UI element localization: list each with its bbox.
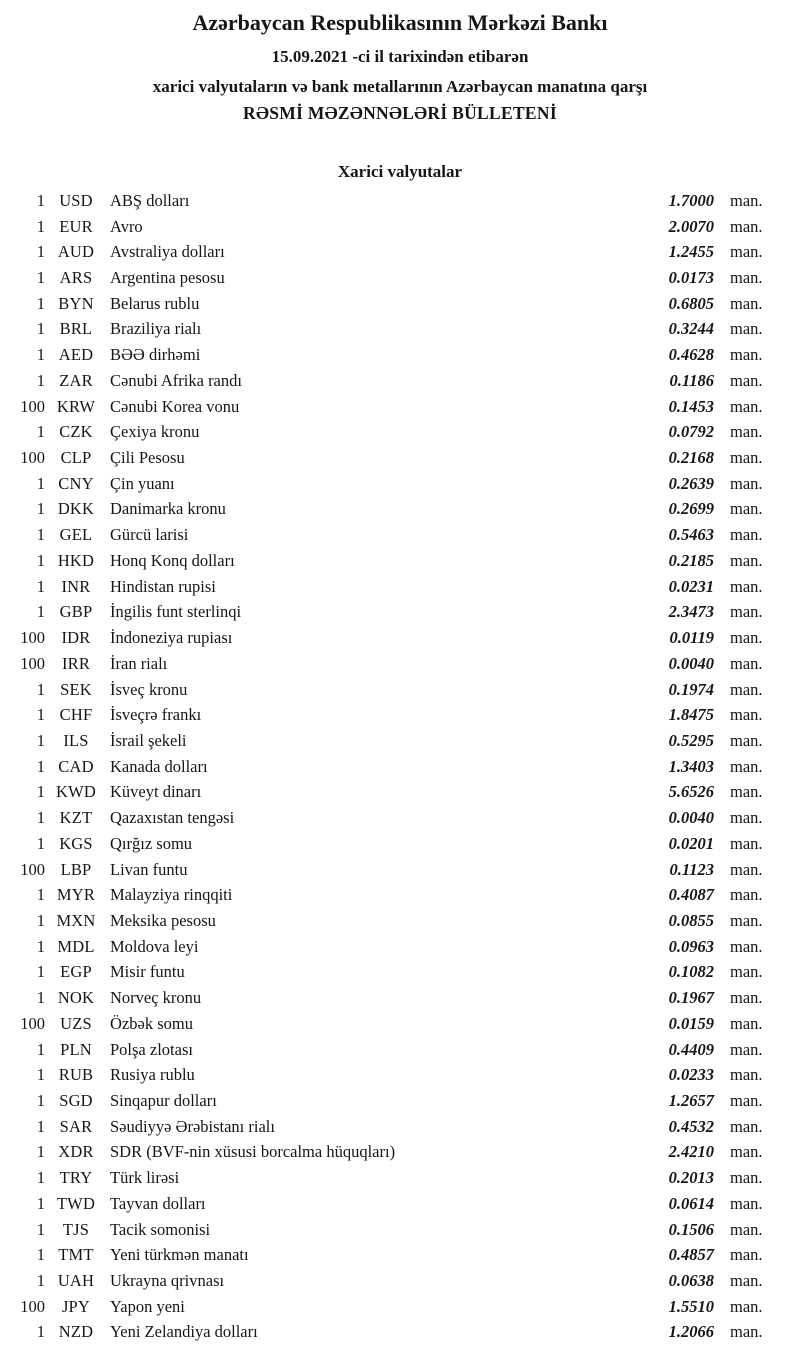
rate-value-cell: 0.1967 xyxy=(668,988,714,1008)
rate-value-cell: 0.0614 xyxy=(668,1193,714,1213)
unit-manat-cell: man. xyxy=(730,1168,763,1188)
currency-code-cell: TMT xyxy=(58,1245,94,1265)
rate-value-cell: 0.0201 xyxy=(668,833,714,853)
unit-manat-cell: man. xyxy=(730,1013,763,1033)
quantity-cell: 1 xyxy=(36,1168,45,1188)
currency-code-cell: TWD xyxy=(56,1193,96,1213)
currency-name-cell: Tayvan dolları xyxy=(110,1193,206,1213)
rate-value-cell: 0.0173 xyxy=(668,268,714,288)
quantity-cell: 100 xyxy=(20,448,45,468)
currency-code-cell: MXN xyxy=(56,910,96,930)
currency-rate-row xyxy=(0,882,800,908)
unit-manat-cell: man. xyxy=(730,242,763,262)
currency-rate-row xyxy=(0,1191,800,1217)
rate-value-cell: 0.2639 xyxy=(668,473,714,493)
currency-name-cell: Moldova leyi xyxy=(110,936,199,956)
rate-value-cell: 5.6526 xyxy=(668,782,714,802)
currency-rate-row xyxy=(0,445,800,471)
currency-rates-table xyxy=(0,188,800,1345)
quantity-cell: 1 xyxy=(36,808,45,828)
currency-code-cell: UAH xyxy=(57,1271,95,1291)
currency-name-cell: Cənubi Afrika randı xyxy=(110,370,242,390)
quantity-cell: 1 xyxy=(36,885,45,905)
unit-manat-cell: man. xyxy=(730,936,763,956)
currency-code-cell: KGS xyxy=(59,833,93,853)
unit-manat-cell: man. xyxy=(730,1219,763,1239)
currency-code-cell: EGP xyxy=(60,962,92,982)
rate-value-cell: 0.0040 xyxy=(668,808,714,828)
unit-manat-cell: man. xyxy=(730,293,763,313)
currency-code-cell: CAD xyxy=(58,756,94,776)
rate-value-cell: 1.2657 xyxy=(668,1091,714,1111)
rate-value-cell: 0.0040 xyxy=(668,653,714,673)
currency-code-cell: GBP xyxy=(59,602,93,622)
currency-name-cell: Türk lirəsi xyxy=(110,1168,180,1188)
rate-value-cell: 0.6805 xyxy=(668,293,714,313)
currency-code-cell: SEK xyxy=(60,679,92,699)
unit-manat-cell: man. xyxy=(730,962,763,982)
currency-name-cell: Misir funtu xyxy=(110,962,185,982)
currency-rate-row xyxy=(0,1294,800,1320)
quantity-cell: 1 xyxy=(36,370,45,390)
rate-value-cell: 0.3244 xyxy=(668,319,714,339)
currency-rate-row xyxy=(0,548,800,574)
currency-code-cell: INR xyxy=(61,576,91,596)
currency-code-cell: ZAR xyxy=(59,370,93,390)
currency-rate-row xyxy=(0,908,800,934)
currency-name-cell: Avstraliya dolları xyxy=(110,242,225,262)
rate-value-cell: 0.4628 xyxy=(668,345,714,365)
unit-manat-cell: man. xyxy=(730,1245,763,1265)
unit-manat-cell: man. xyxy=(730,730,763,750)
currency-rate-row xyxy=(0,317,800,343)
unit-manat-cell: man. xyxy=(730,1039,763,1059)
unit-manat-cell: man. xyxy=(730,602,763,622)
rate-value-cell: 1.3403 xyxy=(668,756,714,776)
currency-rate-row xyxy=(0,1037,800,1063)
rate-value-cell: 0.2013 xyxy=(668,1168,714,1188)
currency-rate-row xyxy=(0,600,800,626)
currency-name-cell: Hindistan rupisi xyxy=(110,576,216,596)
currency-code-cell: UZS xyxy=(60,1013,92,1033)
rate-value-cell: 0.5295 xyxy=(668,730,714,750)
quantity-cell: 1 xyxy=(36,705,45,725)
quantity-cell: 1 xyxy=(36,525,45,545)
unit-manat-cell: man. xyxy=(730,628,763,648)
currency-name-cell: Livan funtu xyxy=(110,859,188,879)
rate-value-cell: 0.0963 xyxy=(668,936,714,956)
quantity-cell: 1 xyxy=(36,550,45,570)
currency-rate-row xyxy=(0,651,800,677)
rate-value-cell: 0.4409 xyxy=(668,1039,714,1059)
unit-manat-cell: man. xyxy=(730,576,763,596)
unit-manat-cell: man. xyxy=(730,885,763,905)
currency-rate-row xyxy=(0,214,800,240)
currency-name-cell: ABŞ dolları xyxy=(110,190,190,210)
quantity-cell: 1 xyxy=(36,190,45,210)
rate-value-cell: 0.1506 xyxy=(668,1219,714,1239)
currency-rate-row xyxy=(0,188,800,214)
currency-rate-row xyxy=(0,1268,800,1294)
currency-name-cell: Norveç kronu xyxy=(110,988,202,1008)
quantity-cell: 1 xyxy=(36,988,45,1008)
quantity-cell: 1 xyxy=(36,1091,45,1111)
currency-name-cell: Malayziya rinqqiti xyxy=(110,885,233,905)
quantity-cell: 1 xyxy=(36,345,45,365)
currency-code-cell: CNY xyxy=(58,473,94,493)
rate-value-cell: 0.5463 xyxy=(668,525,714,545)
unit-manat-cell: man. xyxy=(730,679,763,699)
currency-rate-row xyxy=(0,1217,800,1243)
currency-code-cell: HKD xyxy=(57,550,95,570)
currency-rate-row xyxy=(0,960,800,986)
currency-code-cell: RUB xyxy=(58,1065,94,1085)
quantity-cell: 100 xyxy=(20,1013,45,1033)
quantity-cell: 1 xyxy=(36,268,45,288)
currency-name-cell: Çexiya kronu xyxy=(110,422,200,442)
rate-value-cell: 1.7000 xyxy=(668,190,714,210)
quantity-cell: 1 xyxy=(36,730,45,750)
currency-name-cell: Küveyt dinarı xyxy=(110,782,202,802)
currency-name-cell: Səudiyyə Ərəbistanı rialı xyxy=(110,1116,275,1136)
currency-rate-row xyxy=(0,805,800,831)
quantity-cell: 1 xyxy=(36,756,45,776)
quantity-cell: 1 xyxy=(36,576,45,596)
unit-manat-cell: man. xyxy=(730,345,763,365)
currency-rate-row xyxy=(0,419,800,445)
quantity-cell: 100 xyxy=(20,653,45,673)
currency-name-cell: Yeni Zelandiya dolları xyxy=(110,1322,258,1342)
currency-rate-row xyxy=(0,677,800,703)
rate-value-cell: 2.3473 xyxy=(668,602,714,622)
unit-manat-cell: man. xyxy=(730,190,763,210)
quantity-cell: 1 xyxy=(36,1142,45,1162)
quantity-cell: 1 xyxy=(36,1271,45,1291)
unit-manat-cell: man. xyxy=(730,910,763,930)
rate-value-cell: 0.2168 xyxy=(668,448,714,468)
unit-manat-cell: man. xyxy=(730,499,763,519)
quantity-cell: 1 xyxy=(36,1245,45,1265)
quantity-cell: 1 xyxy=(36,936,45,956)
currency-code-cell: IRR xyxy=(61,653,91,673)
currency-code-cell: CZK xyxy=(59,422,93,442)
rate-value-cell: 0.2699 xyxy=(668,499,714,519)
rate-value-cell: 0.1082 xyxy=(668,962,714,982)
currency-name-cell: Çin yuanı xyxy=(110,473,175,493)
currency-rate-row xyxy=(0,239,800,265)
currency-name-cell: Özbək somu xyxy=(110,1013,193,1033)
rate-value-cell: 2.4210 xyxy=(668,1142,714,1162)
rate-value-cell: 0.1186 xyxy=(669,370,714,390)
quantity-cell: 1 xyxy=(36,293,45,313)
unit-manat-cell: man. xyxy=(730,1271,763,1291)
currency-name-cell: Polşa zlotası xyxy=(110,1039,193,1059)
rate-value-cell: 0.4857 xyxy=(668,1245,714,1265)
rate-value-cell: 1.2455 xyxy=(668,242,714,262)
currency-code-cell: KRW xyxy=(56,396,96,416)
quantity-cell: 1 xyxy=(36,319,45,339)
currency-rate-row xyxy=(0,702,800,728)
unit-manat-cell: man. xyxy=(730,988,763,1008)
currency-code-cell: USD xyxy=(59,190,93,210)
rate-value-cell: 0.0855 xyxy=(668,910,714,930)
currency-rate-row xyxy=(0,1114,800,1140)
rate-value-cell: 0.0792 xyxy=(668,422,714,442)
currency-name-cell: Tacik somonisi xyxy=(110,1219,211,1239)
quantity-cell: 100 xyxy=(20,628,45,648)
currency-code-cell: CLP xyxy=(60,448,92,468)
bank-title: Azərbaycan Respublikasının Mərkəzi Bankı xyxy=(192,10,608,35)
currency-rate-row xyxy=(0,1140,800,1166)
currency-code-cell: BRL xyxy=(59,319,93,339)
unit-manat-cell: man. xyxy=(730,1296,763,1316)
rate-value-cell: 0.1453 xyxy=(668,396,714,416)
unit-manat-cell: man. xyxy=(730,448,763,468)
quantity-cell: 1 xyxy=(36,1039,45,1059)
currency-name-cell: İran rialı xyxy=(110,653,168,673)
quantity-cell: 1 xyxy=(36,473,45,493)
currency-rate-row xyxy=(0,728,800,754)
currency-name-cell: Çili Pesosu xyxy=(110,448,185,468)
currency-code-cell: SGD xyxy=(59,1091,93,1111)
unit-manat-cell: man. xyxy=(730,550,763,570)
quantity-cell: 1 xyxy=(36,499,45,519)
quantity-cell: 1 xyxy=(36,242,45,262)
currency-name-cell: Belarus rublu xyxy=(110,293,200,313)
currency-name-cell: Gürcü larisi xyxy=(110,525,189,545)
currency-rate-row xyxy=(0,1062,800,1088)
quantity-cell: 1 xyxy=(36,782,45,802)
document-header xyxy=(0,8,800,126)
currency-code-cell: SAR xyxy=(59,1116,93,1136)
quantity-cell: 1 xyxy=(36,1065,45,1085)
currency-name-cell: Sinqapur dolları xyxy=(110,1091,217,1111)
rate-value-cell: 0.0159 xyxy=(668,1013,714,1033)
currency-name-cell: İsveçrə frankı xyxy=(110,705,202,725)
unit-manat-cell: man. xyxy=(730,396,763,416)
currency-rate-row xyxy=(0,857,800,883)
currency-name-cell: Rusiya rublu xyxy=(110,1065,195,1085)
bulletin-subtitle: xarici valyutaların və bank metallarının Azərbaycan manatına qarşı xyxy=(152,77,648,96)
unit-manat-cell: man. xyxy=(730,833,763,853)
unit-manat-cell: man. xyxy=(730,370,763,390)
quantity-cell: 1 xyxy=(36,962,45,982)
bulletin-title: RƏSMİ MƏZƏNNƏLƏRİ BÜLLETENİ xyxy=(243,103,557,123)
quantity-cell: 1 xyxy=(36,833,45,853)
rate-value-cell: 0.0119 xyxy=(669,628,714,648)
currency-code-cell: BYN xyxy=(58,293,94,313)
currency-code-cell: EUR xyxy=(59,216,93,236)
rate-value-cell: 0.1123 xyxy=(669,859,714,879)
currency-code-cell: JPY xyxy=(61,1296,91,1316)
currency-rate-row xyxy=(0,265,800,291)
currency-name-cell: Yapon yeni xyxy=(110,1296,185,1316)
currency-code-cell: CHF xyxy=(59,705,93,725)
currency-rate-row xyxy=(0,471,800,497)
currency-name-cell: Qırğız somu xyxy=(110,833,193,853)
currency-name-cell: İndoneziya rupiası xyxy=(110,628,233,648)
currency-code-cell: MYR xyxy=(56,885,96,905)
currency-rate-row xyxy=(0,1242,800,1268)
currency-name-cell: Ukrayna qrivnası xyxy=(110,1271,225,1291)
rate-value-cell: 1.8475 xyxy=(668,705,714,725)
currency-code-cell: TJS xyxy=(62,1219,90,1239)
rate-value-cell: 0.0638 xyxy=(668,1271,714,1291)
currency-rate-row xyxy=(0,497,800,523)
unit-manat-cell: man. xyxy=(730,1142,763,1162)
currency-rate-row xyxy=(0,831,800,857)
currency-code-cell: NOK xyxy=(57,988,95,1008)
quantity-cell: 1 xyxy=(36,679,45,699)
currency-code-cell: XDR xyxy=(58,1142,94,1162)
currency-name-cell: İsveç kronu xyxy=(110,679,188,699)
currency-name-cell: Honq Konq dolları xyxy=(110,550,235,570)
currency-code-cell: TRY xyxy=(59,1168,93,1188)
currency-code-cell: GEL xyxy=(59,525,93,545)
currency-rate-row xyxy=(0,291,800,317)
currency-name-cell: Danimarka kronu xyxy=(110,499,226,519)
unit-manat-cell: man. xyxy=(730,808,763,828)
unit-manat-cell: man. xyxy=(730,859,763,879)
currency-name-cell: İsrail şekeli xyxy=(110,730,187,750)
currency-rate-row xyxy=(0,985,800,1011)
currency-rate-row xyxy=(0,522,800,548)
currency-rate-row xyxy=(0,754,800,780)
rate-value-cell: 0.0231 xyxy=(668,576,714,596)
rate-value-cell: 2.0070 xyxy=(668,216,714,236)
currency-name-cell: Yeni türkmən manatı xyxy=(110,1245,249,1265)
section-title-foreign-currencies: Xarici valyutalar xyxy=(337,162,463,181)
rate-value-cell: 0.2185 xyxy=(668,550,714,570)
currency-name-cell: İngilis funt sterlinqi xyxy=(110,602,242,622)
currency-rate-row xyxy=(0,394,800,420)
currency-name-cell: Cənubi Korea vonu xyxy=(110,396,240,416)
unit-manat-cell: man. xyxy=(730,653,763,673)
quantity-cell: 1 xyxy=(36,602,45,622)
currency-code-cell: ARS xyxy=(59,268,93,288)
currency-code-cell: MDL xyxy=(57,936,95,956)
quantity-cell: 1 xyxy=(36,216,45,236)
currency-rate-row xyxy=(0,1088,800,1114)
currency-code-cell: DKK xyxy=(57,499,95,519)
currency-rate-row xyxy=(0,342,800,368)
quantity-cell: 1 xyxy=(36,1219,45,1239)
currency-rate-row xyxy=(0,1320,800,1346)
unit-manat-cell: man. xyxy=(730,268,763,288)
unit-manat-cell: man. xyxy=(730,1193,763,1213)
currency-rate-row xyxy=(0,1165,800,1191)
currency-name-cell: Argentina pesosu xyxy=(110,268,225,288)
unit-manat-cell: man. xyxy=(730,216,763,236)
quantity-cell: 1 xyxy=(36,1193,45,1213)
quantity-cell: 1 xyxy=(36,910,45,930)
currency-rate-row xyxy=(0,934,800,960)
rate-value-cell: 0.4087 xyxy=(668,885,714,905)
rate-value-cell: 0.1974 xyxy=(668,679,714,699)
currency-code-cell: KZT xyxy=(59,808,93,828)
currency-rate-row xyxy=(0,1011,800,1037)
unit-manat-cell: man. xyxy=(730,525,763,545)
effective-date-line: 15.09.2021 -ci il tarixindən etibarən xyxy=(271,47,529,66)
currency-name-cell: Meksika pesosu xyxy=(110,910,216,930)
currency-code-cell: KWD xyxy=(55,782,96,802)
rate-value-cell: 1.2066 xyxy=(668,1322,714,1342)
currency-rate-row xyxy=(0,780,800,806)
currency-code-cell: IDR xyxy=(61,628,91,648)
currency-code-cell: ILS xyxy=(63,730,89,750)
currency-name-cell: Kanada dolları xyxy=(110,756,208,776)
quantity-cell: 1 xyxy=(36,422,45,442)
currency-code-cell: LBP xyxy=(60,859,92,879)
currency-code-cell: NZD xyxy=(58,1322,94,1342)
currency-rate-row xyxy=(0,368,800,394)
currency-name-cell: Avro xyxy=(110,216,143,236)
currency-code-cell: AED xyxy=(58,345,94,365)
currency-rate-row xyxy=(0,574,800,600)
quantity-cell: 1 xyxy=(36,1116,45,1136)
quantity-cell: 100 xyxy=(20,396,45,416)
unit-manat-cell: man. xyxy=(730,756,763,776)
quantity-cell: 100 xyxy=(20,859,45,879)
unit-manat-cell: man. xyxy=(730,1091,763,1111)
unit-manat-cell: man. xyxy=(730,319,763,339)
rate-value-cell: 0.4532 xyxy=(668,1116,714,1136)
unit-manat-cell: man. xyxy=(730,473,763,493)
currency-name-cell: SDR (BVF-nin xüsusi borcalma hüquqları) xyxy=(110,1142,396,1162)
currency-code-cell: PLN xyxy=(60,1039,92,1059)
rate-value-cell: 0.0233 xyxy=(668,1065,714,1085)
currency-name-cell: BƏƏ dirhəmi xyxy=(110,345,201,365)
unit-manat-cell: man. xyxy=(730,422,763,442)
currency-rate-row xyxy=(0,625,800,651)
unit-manat-cell: man. xyxy=(730,782,763,802)
quantity-cell: 100 xyxy=(20,1296,45,1316)
unit-manat-cell: man. xyxy=(730,705,763,725)
currency-code-cell: AUD xyxy=(57,242,95,262)
unit-manat-cell: man. xyxy=(730,1065,763,1085)
currency-name-cell: Braziliya rialı xyxy=(110,319,202,339)
quantity-cell: 1 xyxy=(36,1322,45,1342)
unit-manat-cell: man. xyxy=(730,1116,763,1136)
unit-manat-cell: man. xyxy=(730,1322,763,1342)
currency-name-cell: Qazaxıstan tengəsi xyxy=(110,808,235,828)
rate-value-cell: 1.5510 xyxy=(668,1296,714,1316)
